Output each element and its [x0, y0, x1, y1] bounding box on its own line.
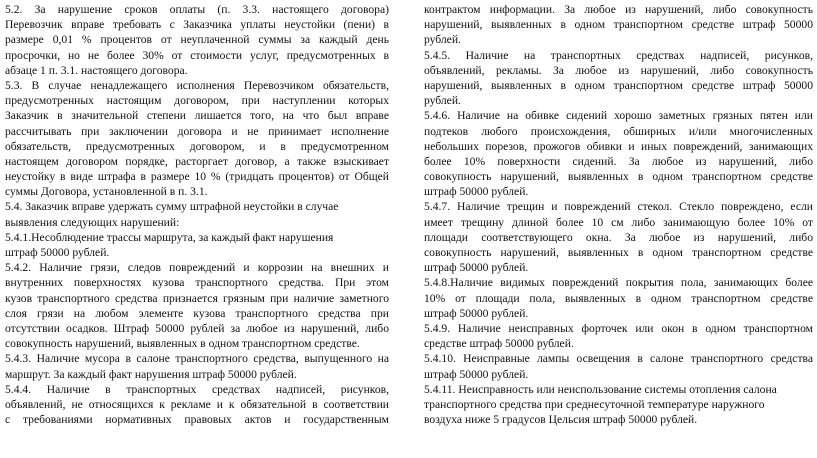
text-line: 5.4.9. Наличие неисправных форточек или окон в одном транспортном	[424, 321, 813, 335]
text-line: настоящем договором порядке, расторгает договор, а также взыскивает	[5, 154, 389, 168]
right-column	[424, 2, 813, 427]
text-line: 5.3. В случае ненадлежащего исполнения Перевозчиком обязательств,	[5, 78, 389, 92]
text-line: 5.4.7. Наличие трещин и повреждений стекол. Стекло повреждено, если	[424, 200, 813, 214]
text-line: 10% от площади пола, выявленных в одном транспортном средстве	[424, 291, 813, 305]
text-line: 5.4.5. Наличие на транспортных средствах надписей, рисунков,	[424, 48, 813, 62]
text-line: нарушений, выявленных в одном транспортном средстве штраф 50000	[424, 18, 813, 32]
text-line: рублей.	[424, 94, 461, 108]
text-line: кузов транспортного средства признается грязным при наличие заметного	[5, 291, 389, 305]
text-line: более 10% поверхности сидений. За любое из нарушений, либо	[424, 154, 813, 168]
text-line: штраф 50000 рублей.	[424, 367, 529, 381]
text-line: совокупность нарушений, выявленных в одном транспортном средстве	[424, 170, 813, 184]
text-line: 5.4.3. Наличие мусора в салоне транспортного средства, выпущенного на	[5, 352, 389, 366]
text-line: транспортного средства при среднесуточной температуре наружного	[424, 397, 765, 411]
text-line: Заказчик в значительной степени лишается того, на что был вправе	[5, 109, 389, 123]
text-line: неустойку в виде штрафа в размере 10 % (тридцать процентов) от Общей	[5, 170, 389, 184]
text-line: 5.4.11. Неисправность или неиспользование системы отопления салона	[424, 382, 777, 396]
text-line: средстве штраф 50000 рублей.	[424, 337, 574, 351]
text-line: 5.4.4. Наличие в транспортных средствах надписей, рисунков,	[5, 382, 389, 396]
text-line: площади соответствующего окна. За любое из нарушений, либо	[424, 230, 813, 244]
text-line: обязательств, предусмотренных договором, и в предусмотренном	[5, 139, 389, 153]
text-line: выявления следующих нарушений:	[5, 215, 180, 229]
text-line: 5.4.8.Наличие видимых повреждений покрытия пола, занимающих более	[424, 276, 813, 290]
text-line: штраф 50000 рублей.	[5, 246, 110, 259]
text-line: 5.4.6. Наличие на обивке сидений хорошо заметных грязных пятен или	[424, 109, 813, 123]
text-line: абзаце 1 п. 3.1. настоящего договора.	[5, 63, 188, 77]
text-line: предусмотренных настоящим договором, при наступлении которых	[5, 94, 389, 108]
text-line: рублей.	[424, 33, 461, 47]
text-line: суммы Договора, установленной в п. 3.1.	[5, 185, 208, 199]
text-line: с требованиями нормативных правовых актов и государственным	[5, 413, 389, 427]
text-line: имеет трещину длиной более 10 см либо занимающую более 10% от	[424, 215, 813, 229]
text-line: штраф 50000 рублей.	[424, 306, 529, 320]
text-line: 5.4. Заказчик вправе удержать сумму штрафной неустойки в случае	[5, 200, 339, 214]
text-line: нарушений, выявленных в одном транспортном средстве штраф 50000	[424, 78, 813, 92]
text-line: подтеков любого происхождения, обширных и/или многочисленных	[424, 124, 813, 138]
text-line: рассчитывать при заключении договора и не принимает исполнение	[5, 124, 389, 138]
text-line: совокупность нарушений, выявленных в одном транспортном средстве	[424, 246, 813, 259]
text-line: совокупность нарушений, выявленных в одном транспортном средстве.	[5, 337, 360, 351]
text-line: маршрут. За каждый факт нарушения штраф 50000 рублей.	[5, 367, 297, 381]
text-line: размере 0,01 % процентов от неуплаченной суммы за каждый день	[5, 33, 389, 47]
text-line: воздуха ниже 5 градусов Цельсия штраф 50000 рублей.	[424, 413, 698, 427]
text-line: 5.4.2. Наличие грязи, следов повреждений и коррозии на внешних и	[5, 261, 389, 275]
text-line: 5.4.1.Несоблюдение трассы маршрута, за каждый факт нарушения	[5, 230, 334, 244]
text-line: отсутствии осадков. Штраф 50000 рублей за любое из нарушений, либо	[5, 321, 389, 335]
text-line: небольших порезов, прожогов обивки и иных повреждений, занимающих	[424, 139, 813, 153]
left-column	[5, 2, 389, 427]
text-line: 5.4.10. Неисправные лампы освещения в салоне транспортного средства	[424, 352, 813, 366]
text-line: 5.2. За нарушение сроков оплаты (п. 3.3. настоящего договора)	[5, 3, 389, 16]
text-line: слоя грязи на любом элементе кузова транспортного средства при	[5, 306, 389, 320]
text-line: просрочки, но не более 30% от стоимости услуг, предусмотренных в	[5, 48, 389, 62]
text-line: Перевозчик вправе требовать с Заказчика уплаты неустойки (пени) в	[5, 18, 389, 32]
text-line: штраф 50000 рублей.	[424, 261, 529, 275]
text-line: контрактом информации. За любое из нарушений, либо совокупность	[424, 3, 813, 16]
text-line: штраф 50000 рублей.	[424, 185, 529, 199]
text-line: объявлений, не относящихся к рекламе и к обязательной в соответствии	[5, 397, 389, 411]
text-line: объявлений, рекламы. За любое из нарушений, либо совокупность	[424, 63, 813, 77]
text-line: внутренних поверхностях кузова транспортного средства. При этом	[5, 276, 389, 290]
